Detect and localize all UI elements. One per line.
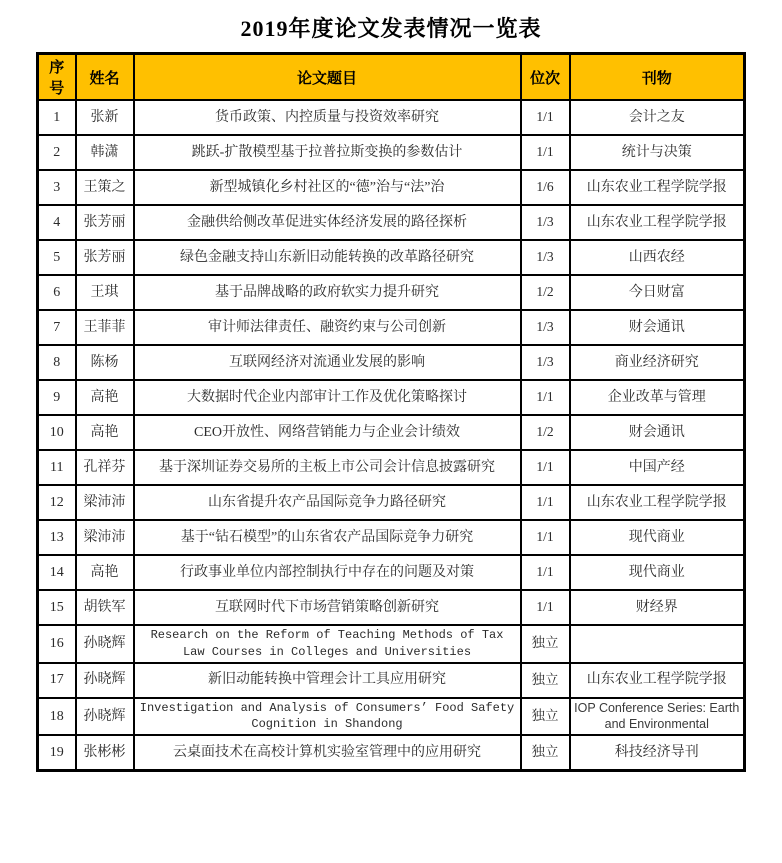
table-row [38, 698, 745, 736]
cell-name: 王菲菲 [76, 310, 134, 345]
cell-name: 高艳 [76, 380, 134, 415]
cell-title: CEO开放性、网络营销能力与企业会计绩效 [134, 415, 521, 450]
cell-name: 张彬彬 [76, 735, 134, 770]
cell-index: 9 [38, 380, 76, 415]
cell-index: 7 [38, 310, 76, 345]
table-row [38, 345, 745, 380]
cell-name: 孙晓辉 [76, 698, 134, 736]
cell-journal: 山西农经 [570, 240, 745, 275]
cell-position: 1/2 [521, 415, 570, 450]
cell-journal: 企业改革与管理 [570, 380, 745, 415]
cell-index: 19 [38, 735, 76, 770]
cell-position: 1/1 [521, 100, 570, 135]
table-row [38, 485, 745, 520]
cell-journal: 会计之友 [570, 100, 745, 135]
cell-name: 孙晓辉 [76, 663, 134, 698]
papers-table [36, 52, 746, 772]
cell-name: 张新 [76, 100, 134, 135]
cell-name: 高艳 [76, 415, 134, 450]
cell-index: 2 [38, 135, 76, 170]
cell-index: 3 [38, 170, 76, 205]
cell-title: 货币政策、内控质量与投资效率研究 [134, 100, 521, 135]
cell-journal: 现代商业 [570, 555, 745, 590]
cell-title: 云桌面技术在高校计算机实验室管理中的应用研究 [134, 735, 521, 770]
cell-title: 山东省提升农产品国际竞争力路径研究 [134, 485, 521, 520]
cell-index: 5 [38, 240, 76, 275]
cell-position: 1/6 [521, 170, 570, 205]
table-row [38, 520, 745, 555]
cell-index: 16 [38, 625, 76, 663]
cell-position: 1/3 [521, 345, 570, 380]
cell-index: 11 [38, 450, 76, 485]
table-row [38, 663, 745, 698]
cell-journal [570, 625, 745, 663]
cell-journal: 科技经济导刊 [570, 735, 745, 770]
cell-position: 1/1 [521, 555, 570, 590]
cell-title: 基于“钻石模型”的山东省农产品国际竞争力研究 [134, 520, 521, 555]
cell-title: 金融供给侧改革促进实体经济发展的路径探析 [134, 205, 521, 240]
cell-title: 新旧动能转换中管理会计工具应用研究 [134, 663, 521, 698]
cell-title: 大数据时代企业内部审计工作及优化策略探讨 [134, 380, 521, 415]
cell-position: 1/3 [521, 310, 570, 345]
cell-name: 王琪 [76, 275, 134, 310]
cell-journal: 山东农业工程学院学报 [570, 485, 745, 520]
table-row [38, 240, 745, 275]
cell-title: 基于深圳证券交易所的主板上市公司会计信息披露研究 [134, 450, 521, 485]
cell-journal: 山东农业工程学院学报 [570, 205, 745, 240]
cell-journal: 现代商业 [570, 520, 745, 555]
cell-name: 胡铁军 [76, 590, 134, 625]
header-row [38, 54, 745, 101]
cell-index: 10 [38, 415, 76, 450]
cell-title: 互联网时代下市场营销策略创新研究 [134, 590, 521, 625]
cell-position: 独立 [521, 625, 570, 663]
page-title: 2019年度论文发表情况一览表 [240, 16, 542, 41]
cell-title: Investigation and Analysis of Consumers’ Food Safety Cognition in Shandong [134, 698, 521, 736]
cell-title: Research on the Reform of Teaching Methods of Tax Law Courses in Colleges and Universities [134, 625, 521, 663]
table-row [38, 135, 745, 170]
cell-position: 1/1 [521, 520, 570, 555]
table-row [38, 380, 745, 415]
cell-name: 梁沛沛 [76, 485, 134, 520]
cell-title: 审计师法律责任、融资约束与公司创新 [134, 310, 521, 345]
cell-position: 1/1 [521, 135, 570, 170]
cell-title: 基于品牌战略的政府软实力提升研究 [134, 275, 521, 310]
cell-journal: 财经界 [570, 590, 745, 625]
cell-name: 孔祥芬 [76, 450, 134, 485]
table-row [38, 450, 745, 485]
cell-position: 1/1 [521, 380, 570, 415]
table-body [38, 100, 745, 770]
table-row [38, 170, 745, 205]
cell-title: 互联网经济对流通业发展的影响 [134, 345, 521, 380]
cell-journal: 财会通讯 [570, 310, 745, 345]
cell-title: 跳跃-扩散模型基于拉普拉斯变换的参数估计 [134, 135, 521, 170]
cell-position: 1/3 [521, 240, 570, 275]
cell-title: 绿色金融支持山东新旧动能转换的改革路径研究 [134, 240, 521, 275]
cell-name: 王策之 [76, 170, 134, 205]
col-header-title: 论文题目 [134, 54, 521, 101]
table-header [38, 54, 745, 101]
cell-index: 1 [38, 100, 76, 135]
table-row [38, 555, 745, 590]
cell-position: 独立 [521, 698, 570, 736]
cell-name: 孙晓辉 [76, 625, 134, 663]
table-row [38, 415, 745, 450]
cell-journal: 中国产经 [570, 450, 745, 485]
col-header-position: 位次 [521, 54, 570, 101]
cell-name: 陈杨 [76, 345, 134, 380]
cell-position: 独立 [521, 735, 570, 770]
cell-position: 1/1 [521, 450, 570, 485]
cell-journal: 商业经济研究 [570, 345, 745, 380]
table-row [38, 735, 745, 770]
cell-title: 行政事业单位内部控制执行中存在的问题及对策 [134, 555, 521, 590]
table-row [38, 590, 745, 625]
table-row [38, 275, 745, 310]
cell-index: 4 [38, 205, 76, 240]
cell-index: 14 [38, 555, 76, 590]
col-header-index: 序号 [38, 54, 76, 101]
cell-journal: IOP Conference Series: Earth and Environmental [570, 698, 745, 736]
cell-index: 15 [38, 590, 76, 625]
col-header-journal: 刊物 [570, 54, 745, 101]
col-header-name: 姓名 [76, 54, 134, 101]
cell-position: 1/1 [521, 590, 570, 625]
cell-title: 新型城镇化乡村社区的“德”治与“法”治 [134, 170, 521, 205]
cell-index: 6 [38, 275, 76, 310]
cell-index: 13 [38, 520, 76, 555]
table-row [38, 205, 745, 240]
cell-name: 张芳丽 [76, 205, 134, 240]
cell-position: 1/2 [521, 275, 570, 310]
table-row [38, 310, 745, 345]
cell-name: 韩潇 [76, 135, 134, 170]
cell-journal: 今日财富 [570, 275, 745, 310]
cell-journal: 统计与决策 [570, 135, 745, 170]
cell-journal: 财会通讯 [570, 415, 745, 450]
cell-name: 高艳 [76, 555, 134, 590]
cell-position: 1/1 [521, 485, 570, 520]
cell-name: 梁沛沛 [76, 520, 134, 555]
cell-index: 17 [38, 663, 76, 698]
cell-index: 18 [38, 698, 76, 736]
table-row [38, 625, 745, 663]
cell-index: 12 [38, 485, 76, 520]
table-row [38, 100, 745, 135]
cell-journal: 山东农业工程学院学报 [570, 170, 745, 205]
cell-name: 张芳丽 [76, 240, 134, 275]
cell-position: 1/3 [521, 205, 570, 240]
cell-journal: 山东农业工程学院学报 [570, 663, 745, 698]
cell-position: 独立 [521, 663, 570, 698]
cell-index: 8 [38, 345, 76, 380]
